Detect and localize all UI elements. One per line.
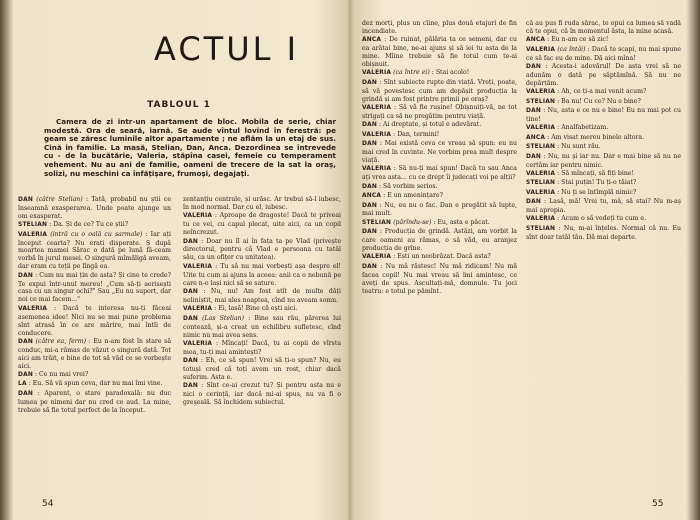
- dialogue-line: [362, 202, 517, 219]
- speaker-name: STELIAN: [526, 98, 556, 105]
- dialogue-line: [362, 131, 517, 140]
- line-text: : Ai dreptate, și totul e adevărat.: [378, 121, 482, 129]
- dialogue-line: [362, 263, 517, 296]
- line-text: : Stai puțin! Tu ți-o tăiat?: [557, 179, 637, 187]
- speaker-name: DAN: [183, 315, 198, 322]
- dialogue-line: [183, 382, 341, 407]
- dialogue-line: [526, 107, 681, 124]
- line-text: : Nu ți se întîmplă nimic?: [557, 188, 637, 196]
- speaker-name: STELIAN: [362, 219, 392, 226]
- stage-direction: (către Stelian): [36, 196, 83, 203]
- speaker-name: VALERIA: [183, 306, 213, 313]
- line-text: : Să vă fie rușine! Obișnuiți-vă, ne tot strigați ca să ne pregătim pentru viață.: [362, 104, 517, 120]
- speaker-name: ANCA: [362, 193, 382, 200]
- dialogue-line: [526, 63, 681, 88]
- dialogue-line: [526, 88, 681, 97]
- line-text: : Nu, asta e ce nu e bine! Eu nu mai pot cu tine!: [526, 107, 681, 123]
- line-text: : Eu n-am fost în stare să conduc, mi-a rămas de văzut o singură dată. Tot aici am trăit, e bine de tot să văd ce se vorbește aici.: [18, 337, 171, 370]
- line-text: : Să nu-ți mai spun! Dacă tu sau Anca ați vrea asta... cu ce drept îi judecați voi pe alții?: [362, 165, 517, 182]
- line-text: : Nu, nu! Am fost atît de multe dăți neliniștit, mai ales noaptea, cînd nu aveam somn.: [183, 287, 341, 304]
- dialogue-line: [18, 338, 171, 371]
- right-page: [356, 0, 686, 520]
- dialogue-line: [526, 98, 681, 107]
- line-text: : Am visat mereu binele altora.: [547, 133, 645, 141]
- left-column-1: [18, 196, 171, 496]
- line-text: : Producția de grindă. Astăzi, am vorbit la care oameni au rămas, o să văd, eu aranjez producția de grîne.: [362, 228, 517, 253]
- speaker-name: DAN: [18, 372, 33, 379]
- speaker-name: DAN: [526, 153, 541, 160]
- dialogue-line: [183, 238, 341, 263]
- line-text: : Acum o să vedeți tu cum e.: [557, 215, 647, 223]
- dialogue-line: [18, 371, 171, 380]
- dialogue-line: [362, 219, 517, 228]
- dialogue-line: [183, 196, 341, 212]
- line-text: : Analfabetizam.: [557, 124, 609, 132]
- dialogue-line: [362, 79, 517, 104]
- speaker-name: DAN: [183, 383, 198, 390]
- speaker-name: LA: [18, 381, 27, 388]
- dialogue-line: [18, 231, 171, 272]
- stage-direction: (Las Stelian): [202, 314, 245, 322]
- speaker-name: DAN: [526, 108, 541, 115]
- dialogue-line: [526, 215, 681, 224]
- dialogue-line: [183, 263, 341, 288]
- line-text: : Da. Și de ce? Tu ce știi?: [49, 221, 129, 229]
- dialogue-line: [18, 305, 171, 338]
- line-text: : Nu, nu și iar nu. Dar e mai bine să nu ne certăm iar pentru nimic.: [526, 152, 681, 169]
- speaker-name: VALERIA: [362, 166, 392, 173]
- speaker-name: STELIAN: [526, 225, 556, 232]
- dialogue-line: [526, 198, 681, 215]
- dialogue-line: [183, 305, 341, 314]
- line-text: : Ba nu! Cu ce? Nu e bine?: [557, 97, 641, 105]
- stage-direction: (intră cu o oală cu sarmale): [50, 230, 143, 238]
- dialogue-line: [526, 225, 681, 242]
- dialogue-line: [362, 69, 517, 78]
- line-text: : Ei, lasă! Bine că ești aici.: [214, 305, 298, 313]
- speaker-name: DAN: [362, 263, 377, 270]
- line-text: : Sînt ce-ai crezut tu? Și pentru asta nu e nici o cerință, iar dacă mi-ai spus, nu va fi o greșeală. Să închidem subiectul.: [183, 382, 341, 407]
- stage-direction: (ca întâi): [557, 45, 586, 53]
- speaker-name: VALERIA: [18, 305, 48, 312]
- speaker-name: STELIAN: [18, 222, 48, 229]
- line-text: : Dacă te scapi, nu mai spune ce să fac eu de mine. Dă aici mîna!: [526, 45, 681, 62]
- dialogue-line: [362, 20, 517, 36]
- speaker-name: VALERIA: [526, 216, 556, 223]
- line-text: : Doar nu îl ai în fața ta pe Vlad (privește directorul, pentru că Vlad e persoana cu tatăl său, ca un ofițer cu unitatea).: [183, 237, 341, 262]
- dialogue-line: [526, 124, 681, 133]
- page-number-left: 54: [42, 499, 54, 509]
- line-text: : Ah, ce ți-a mai venit acum?: [557, 88, 647, 96]
- speaker-name: DAN: [362, 229, 377, 236]
- dialogue-line: [526, 170, 681, 179]
- line-text: : De ruinat, pălăria ta ce semeni, dar cu ea arătai bine, ne-ai ajuns și să iei tu asta de la mine. Mîine trebuie să fie totul cum te-ai obișnuit.: [362, 36, 517, 69]
- speaker-name: DAN: [183, 238, 198, 245]
- dialogue-line: [526, 46, 681, 63]
- speaker-name: DAN: [18, 338, 33, 345]
- dialogue-line: [18, 390, 171, 415]
- line-text: : Cum nu mai țin de asta? Și cine te crede? Te expui într-unul mereu! „Cum să-ți aerisești casa cu un singur ochi?" Sau „Eu nu suport, dar noi ce mai facem...": [18, 271, 171, 304]
- dialogue-line: [362, 192, 517, 201]
- speaker-name: VALERIA: [183, 263, 213, 270]
- line-text: : Nu, m-ai înțeles. Normal că nu. Eu sînt doar tatăl tău. Dă mai departe.: [526, 224, 681, 241]
- speaker-name: DAN: [18, 390, 33, 397]
- tableau-heading: TABLOUL 1: [147, 100, 211, 110]
- page-number-right: 55: [652, 499, 664, 509]
- speaker-name: DAN: [526, 64, 541, 71]
- speaker-name: VALERIA: [362, 131, 392, 138]
- line-text: : Să mîncați, să fiți bine!: [557, 169, 634, 177]
- line-text: dez morți, plus un cîine, plus două etajuri de fin incendiate.: [362, 20, 517, 35]
- dialogue-line: [362, 140, 517, 165]
- dialogue-line: [526, 36, 681, 45]
- dialogue-line: [526, 153, 681, 170]
- line-text: : Tată, probabil nu știi ce înseamnă exasperarea. Unde poate ajunge un om exasperat.: [18, 196, 171, 220]
- dialogue-line: [183, 340, 341, 357]
- line-text: : Dacă te interesa nu-ți făceai asemenea idee! Nici nu se mai pune problema sînt atrasă în ce are mărire, mai întîi de conducere.: [18, 304, 171, 337]
- dialogue-line: [18, 196, 171, 221]
- stage-direction: (către ea, ferm): [35, 337, 87, 345]
- speaker-name: VALERIA: [18, 231, 48, 238]
- stage-directions: Camera de zi intr-un apartament de bloc. Mobila de serie, chiar modestă. Ora de seară, iarnă. Se aude vîntul lovind în ferestră: pe geam se zăresc luminile altor apartamente ; ne aflăm la un etaj de sus. Cină in familie. La masă, Stelian, Dan, Anca. Dezordinea se întrevede cu - de la bucătărie, Valeria, stăpîna casei, femeie cu temperament vehement. Nu au ani de familie, oameni de trecere de la sat la oraș, solizi, nu meschini ca înfățișare, frumoși, degajați.: [44, 117, 336, 178]
- line-text: : Lasă, mă! Vrei tu, mă, să stai? Nu m-aș mai apropia.: [526, 198, 681, 215]
- line-text: : Aparent, o stare paradoxală: nu duc lumea pe nimeni dar nu cred ce aud. La mine, trebuie să fie totul perfect de la început.: [18, 389, 171, 414]
- dialogue-line: [362, 104, 517, 121]
- speaker-name: DAN: [362, 183, 377, 190]
- dialogue-line: [183, 357, 341, 382]
- speaker-name: VALERIA: [183, 213, 213, 220]
- speaker-name: ANCA: [526, 37, 546, 44]
- speaker-name: DAN: [362, 141, 377, 148]
- right-column-2: [526, 20, 681, 496]
- line-text: : Stai acolo!: [431, 69, 470, 77]
- speaker-name: VALERIA: [526, 170, 556, 177]
- dialogue-line: [18, 380, 171, 389]
- line-text: : Eu. Să vă spun ceva, dar nu mai îmi vine.: [28, 380, 163, 388]
- line-text: : Mîncați! Dacă, tu ai copii de vîrsta mea, tu-ți mai amintești?: [183, 339, 341, 356]
- dialogue-line: [362, 228, 517, 253]
- line-text: : Nu mă răstesc! Nu mă ridicam! Nu mă facea copil! Nu mai vreau să îmi amintesc, ce aveți de spus. Ascultați-mă, domnule. Tu joci teatru: e totul pe pămînt.: [362, 262, 517, 295]
- speaker-name: ANCA: [362, 37, 382, 44]
- dialogue-line: [183, 212, 341, 237]
- speaker-name: STELIAN: [526, 144, 556, 151]
- right-column-1: [362, 20, 517, 496]
- speaker-name: VALERIA: [526, 125, 556, 132]
- act-title: ACTUL I: [154, 30, 300, 68]
- stage-direction: (părîndu-se): [393, 218, 432, 226]
- line-text: : Acesta-i adevărul! De asta vrei să ne adunăm o dată pe săptămînă. Să nu ne depărtăm.: [526, 63, 681, 87]
- speaker-name: DAN: [526, 199, 541, 206]
- speaker-name: VALERIA: [362, 70, 392, 77]
- line-text: : Eu n-am ce să zic!: [547, 36, 609, 44]
- dialogue-line: [526, 20, 681, 36]
- speaker-name: DAN: [362, 202, 377, 209]
- dialogue-line: [526, 134, 681, 143]
- left-page: [14, 0, 344, 520]
- line-text: : Să vorbim serios.: [378, 182, 438, 190]
- line-text: : E un amenințare?: [383, 192, 443, 200]
- speaker-name: ANCA: [526, 134, 546, 141]
- speaker-name: VALERIA: [183, 340, 213, 347]
- line-text: : Ce nu mai vrei?: [34, 371, 89, 379]
- speaker-name: DAN: [362, 79, 377, 86]
- line-text: zentanțiu centrale, și urăsc. Ar trebui să-l iubesc, în mod normal. Dar cu el, iubesc.: [183, 196, 341, 211]
- speaker-name: DAN: [18, 272, 33, 279]
- speaker-name: VALERIA: [526, 46, 556, 53]
- dialogue-line: [18, 221, 171, 230]
- speaker-name: VALERIA: [362, 254, 392, 261]
- speaker-name: VALERIA: [362, 105, 392, 112]
- dialogue-line: [526, 179, 681, 188]
- dialogue-line: [362, 121, 517, 130]
- line-text: : Mai există ceva ce vreau să spun: eu nu mai cred în cuvinte. Ne vorbim prea mult despre viață.: [362, 140, 517, 164]
- speaker-name: VALERIA: [526, 89, 556, 96]
- line-text: : Sînt subiecte rupte din viață. Vreți, poate, să vă povestesc cum am depășit producția la grindă și am fost printre primii pe oraș?: [362, 78, 517, 103]
- line-text: : Dan, termini!: [393, 130, 440, 138]
- line-text: : Eh, ce să spun! Vrei să ți-o spun? Nu, eu totuși cred că toți avem un rost, chiar dacă suferim. Asta e.: [183, 357, 341, 382]
- dialogue-line: [183, 315, 341, 340]
- line-text: : Nu sunt rău.: [557, 143, 601, 151]
- speaker-name: STELIAN: [526, 180, 556, 187]
- dialogue-line: [362, 253, 517, 262]
- line-text: : Iar ați început cearta? Nu erati disperate. Ș după moartea mamei Sărac o dată pe lună fă-ceam vorbă în jurul mesei. O singură mîmăligă aveam, dar eram cu toții pe lîngă ea.: [18, 230, 171, 271]
- line-text: : Eu, asta e păcat.: [433, 218, 490, 226]
- line-text: : Aproape de dragoste! Dacă te priveai tu ce vei, cu capul plecat, uite aici, ca un copil neîncrezut.: [183, 212, 341, 237]
- speaker-name: DAN: [18, 197, 33, 203]
- speaker-name: DAN: [183, 358, 198, 365]
- speaker-name: DAN: [362, 122, 377, 129]
- line-text: : Bine sau rău, părerea lui contează, și-a creat un echilibru sufletesc, cînd nimic nu mai avea sens.: [183, 314, 341, 339]
- line-text: : Ești un neobrăzat. Dacă asta?: [393, 253, 491, 261]
- speaker-name: VALERIA: [526, 189, 556, 196]
- stage-direction: (ca între ei): [393, 69, 430, 77]
- line-text: că au pus fi ruda sărac, te opui ca lumea să vadă că te opui, că în momentul ăsta, la mine acasă.: [526, 20, 681, 35]
- dialogue-line: [362, 165, 517, 182]
- dialogue-line: [526, 143, 681, 152]
- left-column-2: [183, 196, 341, 496]
- dialogue-line: [183, 288, 341, 305]
- speaker-name: DAN: [183, 288, 198, 295]
- line-text: : Nu, eu nu o fac. Dan e pregătit să lupte, mai mult.: [362, 201, 517, 218]
- line-text: : Tu să nu mai vorbești așa despre el! Uite tu cum ai ajuns la aceea: anii ca o nebună pe care n-o lași nici să se sature.: [183, 262, 341, 287]
- dialogue-line: [18, 272, 171, 305]
- dialogue-line: [362, 183, 517, 192]
- dialogue-line: [362, 36, 517, 69]
- dialogue-line: [526, 189, 681, 198]
